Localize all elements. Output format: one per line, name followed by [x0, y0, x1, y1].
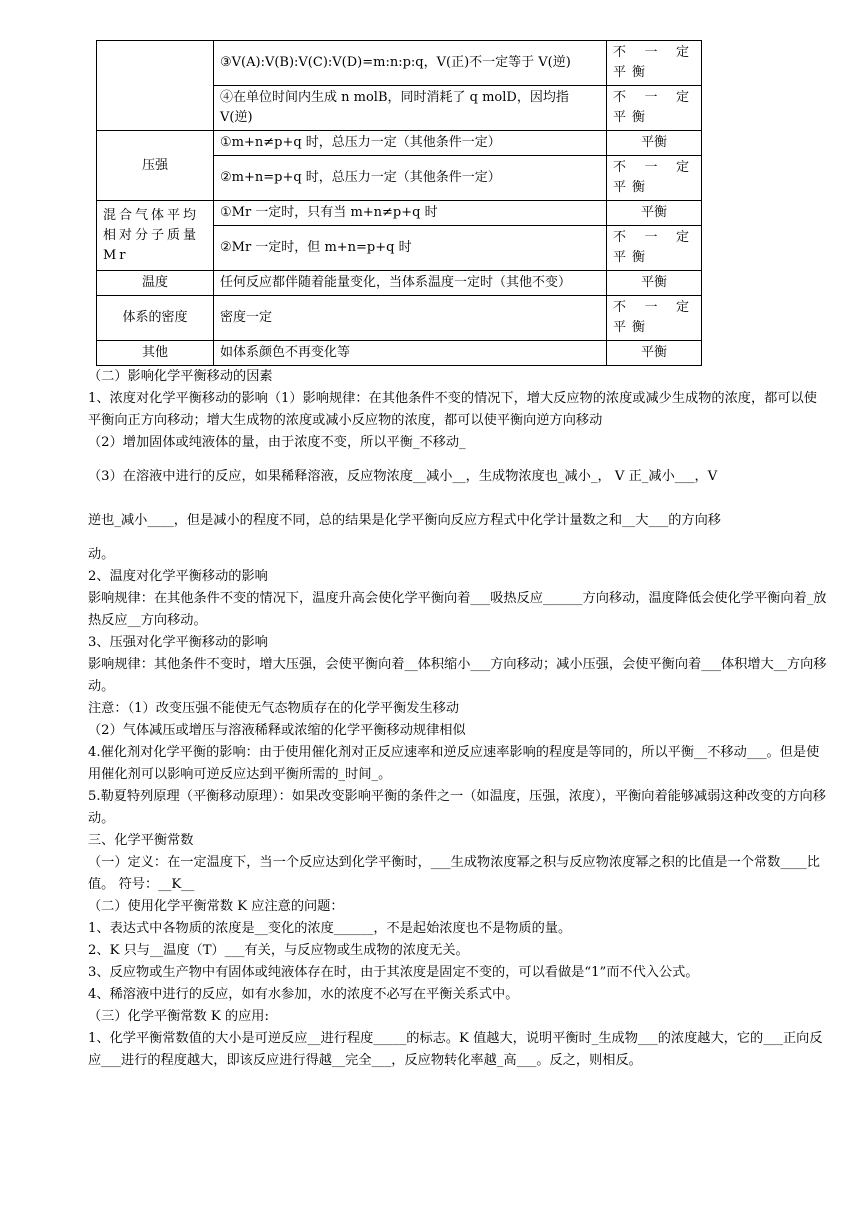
- table-cell-condition: 任何反应都伴随着能量变化，当体系温度一定时（其他不变）: [214, 271, 607, 296]
- section-heading: （二）使用化学平衡常数 K 应注意的问题：: [88, 899, 344, 914]
- paragraph: 3、反应物或生产物中有固体或纯液体存在时，由于其浓度是固定不变的，可以看做是“1”而不代入公式。: [88, 965, 699, 980]
- table-cell-result: 不 一 定 平衡: [607, 156, 702, 201]
- section-heading: （二）影响化学平衡移动的因素: [88, 369, 273, 384]
- table-cell-condition: ①m+n≠p+q 时，总压力一定（其他条件一定）: [214, 131, 607, 156]
- table-row: [97, 341, 702, 366]
- table-cell-factor: 体系的密度: [97, 296, 214, 341]
- equilibrium-condition-table: [96, 40, 702, 366]
- paragraph: 影响规律：在其他条件不变的情况下，温度升高会使化学平衡向着___吸热反应______方向移动，温度降低会使化学平衡向着_放热反应__方向移动。: [88, 591, 827, 628]
- document-page: [88, 40, 828, 1072]
- table-row: [97, 131, 702, 156]
- table-cell-condition: ①Mr 一定时，只有当 m+n≠p+q 时: [214, 201, 607, 226]
- table-row: [97, 41, 702, 86]
- paragraph: （2）增加固体或纯液体的量，由于浓度不变，所以平衡_不移动_: [88, 435, 466, 450]
- paragraph: 影响规律：其他条件不变时，增大压强，会使平衡向着__体积缩小___方向移动；减小压强，会使平衡向着___体积增大__方向移动。: [88, 657, 827, 694]
- paragraph: 1、浓度对化学平衡移动的影响（1）影响规律：在其他条件不变的情况下，增大反应物的浓度或减少生成物的浓度，都可以使平衡向正方向移动；增大生成物的浓度或减小反应物的浓度，都可以使平衡向逆方向移动: [88, 391, 817, 428]
- table-cell-result: 平衡: [607, 131, 702, 156]
- paragraph: 5.勒夏特列原理（平衡移动原理）：如果改变影响平衡的条件之一（如温度，压强，浓度），平衡向着能够减弱这种改变的方向移动。: [88, 789, 826, 826]
- table-cell-result: 不 一 定 平衡: [607, 86, 702, 131]
- table-cell-condition: ②Mr 一定时，但 m+n=p+q 时: [214, 226, 607, 271]
- table-row: [97, 201, 702, 226]
- paragraph: （3）在溶液中进行的反应，如果稀释溶液，反应物浓度__减小__，生成物浓度也_减小_， V 正_减小___，V: [88, 469, 718, 484]
- table-cell-condition: ③V(A):V(B):V(C):V(D)=m:n:p:q，V(正)不一定等于 V(逆): [214, 41, 607, 86]
- paragraph: 1、化学平衡常数值的大小是可逆反应__进行程度_____的标志。K 值越大，说明平衡时_生成物___的浓度越大，它的___正向反应___进行的程度越大，即该反应进行得越__完全___，反应物转化率越_高___。反之，则相反。: [88, 1031, 823, 1068]
- table-cell-result: 平衡: [607, 271, 702, 296]
- table-cell-factor: 压强: [97, 131, 214, 201]
- section-heading: 2、温度对化学平衡移动的影响: [88, 569, 268, 584]
- table-cell-condition: ②m+n=p+q 时，总压力一定（其他条件一定）: [214, 156, 607, 201]
- table-row: [97, 271, 702, 296]
- body-text: [88, 366, 828, 1072]
- paragraph: 注意：（1）改变压强不能使无气态物质存在的化学平衡发生移动: [88, 701, 460, 716]
- table-cell-result: 不 一 定 平衡: [607, 226, 702, 271]
- table-cell-condition: 如体系颜色不再变化等: [214, 341, 607, 366]
- table-cell-condition: ④在单位时间内生成 n molB，同时消耗了 q molD，因均指 V(逆): [214, 86, 607, 131]
- section-heading: 3、压强对化学平衡移动的影响: [88, 635, 268, 650]
- table-cell-factor: 混合气体平均相对分子质量 Mr: [97, 201, 214, 271]
- table-row: [97, 296, 702, 341]
- section-heading: 三、化学平衡常数: [88, 833, 194, 848]
- table-cell-result: 平衡: [607, 341, 702, 366]
- table-cell-result: 平衡: [607, 201, 702, 226]
- table-cell-factor: 其他: [97, 341, 214, 366]
- table-cell-result: 不 一 定 平衡: [607, 296, 702, 341]
- paragraph: 4.催化剂对化学平衡的影响：由于使用催化剂对正反应速率和逆反应速率影响的程度是等同的，所以平衡__不移动___。但是使用催化剂可以影响可逆反应达到平衡所需的_时间_。: [88, 745, 820, 782]
- paragraph: 动。: [88, 547, 115, 562]
- table-cell-condition: 密度一定: [214, 296, 607, 341]
- paragraph: 4、稀溶液中进行的反应，如有水参加，水的浓度不必写在平衡关系式中。: [88, 987, 519, 1002]
- paragraph: 1、表达式中各物质的浓度是__变化的浓度______，不是起始浓度也不是物质的量。: [88, 921, 572, 936]
- paragraph: （一）定义：在一定温度下，当一个反应达到化学平衡时，___生成物浓度幂之积与反应物浓度幂之积的比值是一个常数____比值。 符号：__K__: [88, 855, 820, 892]
- table-cell-factor: [97, 41, 214, 131]
- section-heading: （三）化学平衡常数 K 的应用:: [88, 1009, 269, 1024]
- paragraph: 逆也_减小____，但是减小的程度不同，总的结果是化学平衡向反应方程式中化学计量数之和__大___的方向移: [88, 513, 721, 528]
- table-cell-factor: 温度: [97, 271, 214, 296]
- paragraph: （2）气体减压或增压与溶液稀释或浓缩的化学平衡移动规律相似: [88, 723, 466, 738]
- table-cell-result: 不 一 定 平衡: [607, 41, 702, 86]
- paragraph: 2、K 只与__温度（T）___有关，与反应物或生成物的浓度无关。: [88, 943, 469, 958]
